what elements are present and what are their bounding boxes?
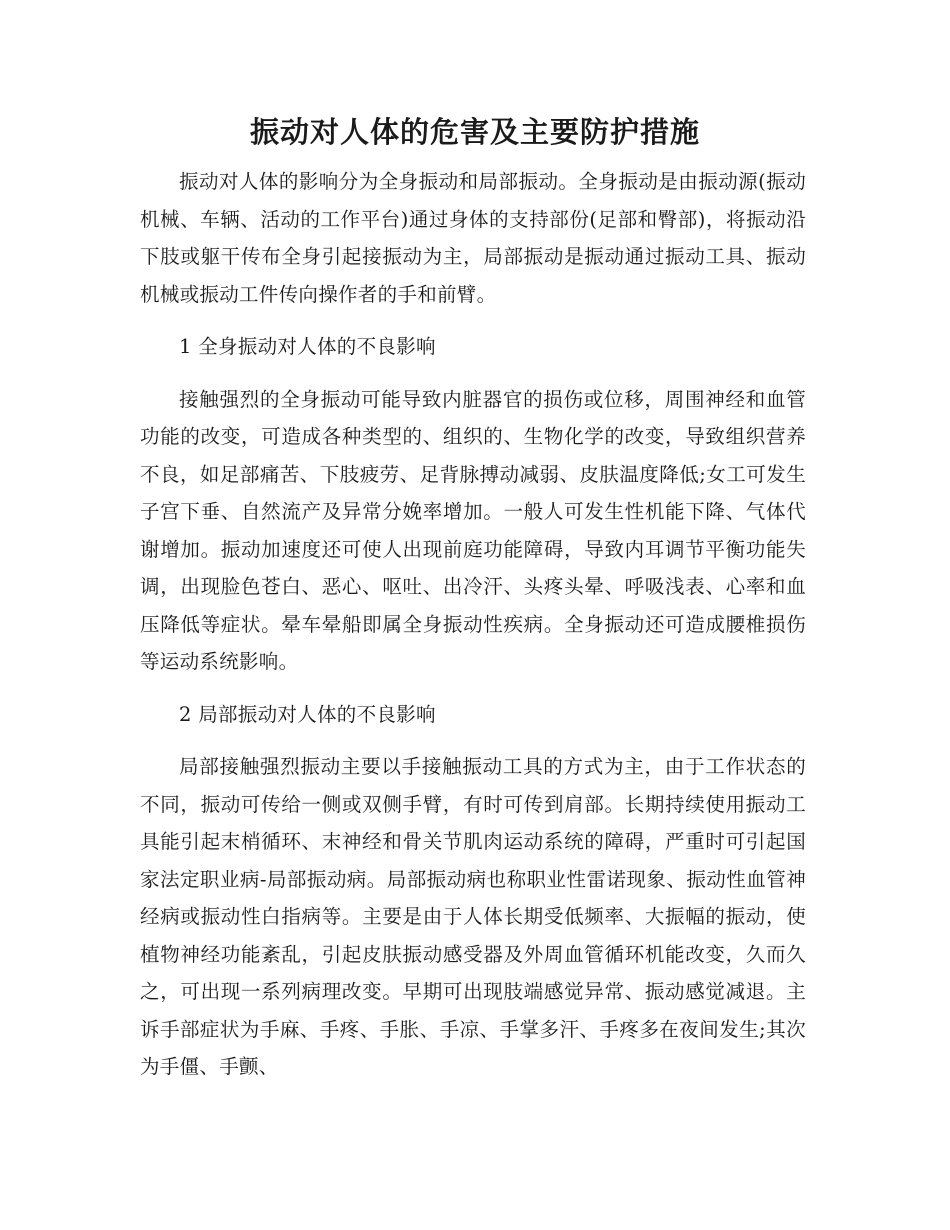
section-heading-whole-body: 1 全身振动对人体的不良影响 — [179, 335, 436, 358]
section-paragraph-local: 局部接触强烈振动主要以手接触振动工具的方式为主，由于工作状态的不同，振动可传给一侧或双侧手臂，有时可传到肩部。长期持续使用振动工具能引起末梢循环、末神经和骨关节肌肉运动系统的障碍，严重时可引起国家法定职业病-局部振动病。局部振动病也称职业性雷诺现象、振动性血管神经病或振动性白指病等。主要是由于人体长期受低频率、大振幅的振动，使植物神经功能紊乱，引起皮肤振动感受器及外周血管循环机能改变，久而久之，可出现一系列病理改变。早期可出现肢端感觉异常、振动感觉减退。主诉手部症状为手麻、手疼、手胀、手凉、手掌多汗、手疼多在夜间发生;其次为手僵、手颤、 — [140, 755, 806, 1078]
document-body — [140, 163, 806, 1086]
document-title: 振动对人体的危害及主要防护措施 — [249, 115, 700, 149]
section-heading-local: 2 局部振动对人体的不良影响 — [179, 702, 436, 726]
intro-paragraph: 振动对人体的影响分为全身振动和局部振动。全身振动是由振动源(振动机械、车辆、活动的工作平台)通过身体的支持部份(足部和臀部)，将振动沿下肢或躯干传布全身引起接振动为主，局部振动是振动通过振动工具、振动机械或振动工件传向操作者的手和前臂。 — [140, 170, 806, 306]
section-paragraph-whole-body: 接触强烈的全身振动可能导致内脏器官的损伤或位移，周围神经和血管功能的改变，可造成各种类型的、组织的、生物化学的改变，导致组织营养不良，如足部痛苦、下肢疲劳、足背脉搏动减弱、皮肤温度降低;女工可发生子宫下垂、自然流产及异常分娩率增加。一般人可发生性机能下降、气体代谢增加。振动加速度还可使人出现前庭功能障碍，导致内耳调节平衡功能失调，出现脸色苍白、恶心、呕吐、出冷汗、头疼头晕、呼吸浅表、心率和血压降低等症状。晕车晕船即属全身振动性疾病。全身振动还可造成腰椎损伤等运动系统影响。 — [140, 387, 806, 673]
